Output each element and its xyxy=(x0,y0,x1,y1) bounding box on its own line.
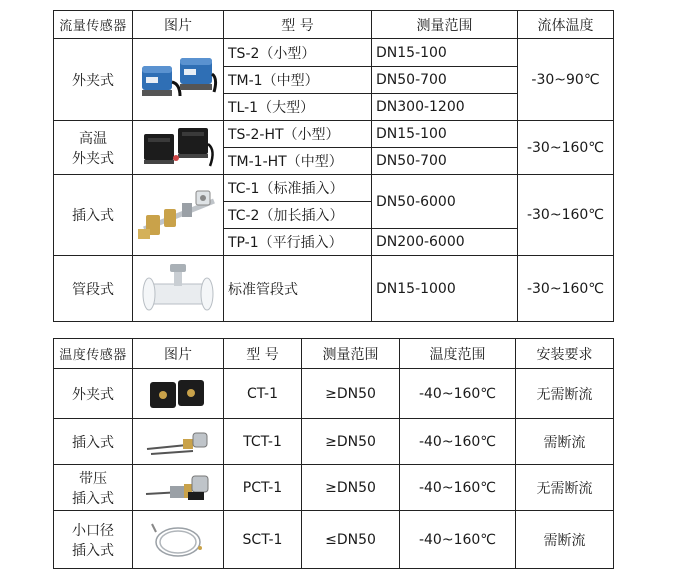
table-row xyxy=(54,175,614,202)
temperature-sensor-table xyxy=(53,338,614,569)
range-cell: DN200-6000 xyxy=(372,229,518,256)
header-model: 型 号 xyxy=(224,339,302,369)
model-cell: TM-1（中型） xyxy=(224,67,372,94)
range-cell: DN15-100 xyxy=(372,39,518,67)
header-install-req: 安装要求 xyxy=(516,339,614,369)
flow-table-header-row xyxy=(54,11,614,39)
coiled-cable-probe-icon xyxy=(133,518,223,562)
model-cell: SCT-1 xyxy=(224,511,302,569)
range-cell: ≥DN50 xyxy=(302,419,400,465)
temp-cell: -40~160℃ xyxy=(400,419,516,465)
model-cell: TC-1（标准插入） xyxy=(224,175,372,202)
header-image: 图片 xyxy=(133,339,224,369)
model-cell: CT-1 xyxy=(224,369,302,419)
header-model: 型 号 xyxy=(224,11,372,39)
sensor-name-line: 插入式 xyxy=(72,434,114,451)
table-row xyxy=(54,465,614,511)
header-range: 测量范围 xyxy=(372,11,518,39)
model-cell: TP-1（平行插入） xyxy=(224,229,372,256)
insertion-sensor-assembly-icon xyxy=(133,185,223,245)
install-cell: 需断流 xyxy=(516,419,614,465)
table-row xyxy=(54,256,614,322)
header-flow-sensor: 流量传感器 xyxy=(54,11,133,39)
group-name-line: 外夹式 xyxy=(72,72,114,89)
range-cell: DN50-700 xyxy=(372,148,518,175)
header-fluid-temp: 流体温度 xyxy=(518,11,614,39)
range-cell: DN15-100 xyxy=(372,121,518,148)
group-name-line: 插入式 xyxy=(72,208,114,224)
group-name-line: 外夹式 xyxy=(72,150,114,167)
range-cell: DN50-700 xyxy=(372,67,518,94)
sensor-name-line: 插入式 xyxy=(72,542,114,559)
group-name-insertion xyxy=(54,175,133,256)
image-cell xyxy=(133,121,224,175)
temp-cell: -30~160℃ xyxy=(518,256,614,322)
flow-sensor-table xyxy=(53,10,614,322)
group-name-clamp-on xyxy=(54,39,133,121)
image-cell xyxy=(133,175,224,256)
model-cell: PCT-1 xyxy=(224,465,302,511)
sensor-name-line: 外夹式 xyxy=(72,386,114,403)
blue-clamp-on-sensors-icon xyxy=(133,52,223,108)
range-cell: DN300-1200 xyxy=(372,94,518,121)
model-cell: TL-1（大型） xyxy=(224,94,372,121)
sensor-name-cell xyxy=(54,511,133,569)
temp-cell: -40~160℃ xyxy=(400,369,516,419)
header-image: 图片 xyxy=(133,11,224,39)
group-name-high-temp-clamp-on xyxy=(54,121,133,175)
temp-cell: -30~160℃ xyxy=(518,121,614,175)
sensor-name-line: 小口径 xyxy=(72,522,114,539)
range-cell: ≤DN50 xyxy=(302,511,400,569)
temp-cell: -30~90℃ xyxy=(518,39,614,121)
insertion-temp-probes-icon xyxy=(133,427,223,457)
table-row xyxy=(54,511,614,569)
range-cell: DN15-1000 xyxy=(372,256,518,322)
black-clamp-temp-sensors-icon xyxy=(133,376,223,412)
temp-cell: -40~160℃ xyxy=(400,465,516,511)
install-cell: 无需断流 xyxy=(516,369,614,419)
range-cell: ≥DN50 xyxy=(302,465,400,511)
image-cell xyxy=(133,256,224,322)
pipe-section-flow-meter-icon xyxy=(133,260,223,318)
sensor-name-line: 带压 xyxy=(79,470,107,487)
model-cell: TCT-1 xyxy=(224,419,302,465)
sensor-name-cell xyxy=(54,369,133,419)
sensor-name-line: 插入式 xyxy=(72,490,114,507)
model-cell: TS-2（小型） xyxy=(224,39,372,67)
table-row xyxy=(54,121,614,148)
temp-cell: -40~160℃ xyxy=(400,511,516,569)
header-temp-sensor: 温度传感器 xyxy=(54,339,133,369)
image-cell xyxy=(133,465,224,511)
table-row xyxy=(54,39,614,67)
group-name-line: 高温 xyxy=(79,130,107,147)
table-row xyxy=(54,419,614,465)
image-cell xyxy=(133,369,224,419)
sensor-name-cell xyxy=(54,419,133,465)
temp-table-header-row xyxy=(54,339,614,369)
install-cell: 需断流 xyxy=(516,511,614,569)
model-cell: TM-1-HT（中型） xyxy=(224,148,372,175)
image-cell xyxy=(133,511,224,569)
table-row xyxy=(54,369,614,419)
header-temp-range: 温度范围 xyxy=(400,339,516,369)
group-name-pipe-section xyxy=(54,256,133,322)
range-cell: ≥DN50 xyxy=(302,369,400,419)
sensor-name-cell xyxy=(54,465,133,511)
install-cell: 无需断流 xyxy=(516,465,614,511)
header-range: 测量范围 xyxy=(302,339,400,369)
pressure-insertion-probes-icon xyxy=(133,472,223,504)
model-cell: TS-2-HT（小型） xyxy=(224,121,372,148)
range-cell: DN50-6000 xyxy=(372,175,518,229)
black-high-temp-sensors-icon xyxy=(133,124,223,172)
image-cell xyxy=(133,39,224,121)
model-cell: TC-2（加长插入） xyxy=(224,202,372,229)
image-cell xyxy=(133,419,224,465)
model-cell: 标准管段式 xyxy=(224,256,372,322)
temp-cell: -30~160℃ xyxy=(518,175,614,256)
group-name-line: 管段式 xyxy=(72,281,114,298)
